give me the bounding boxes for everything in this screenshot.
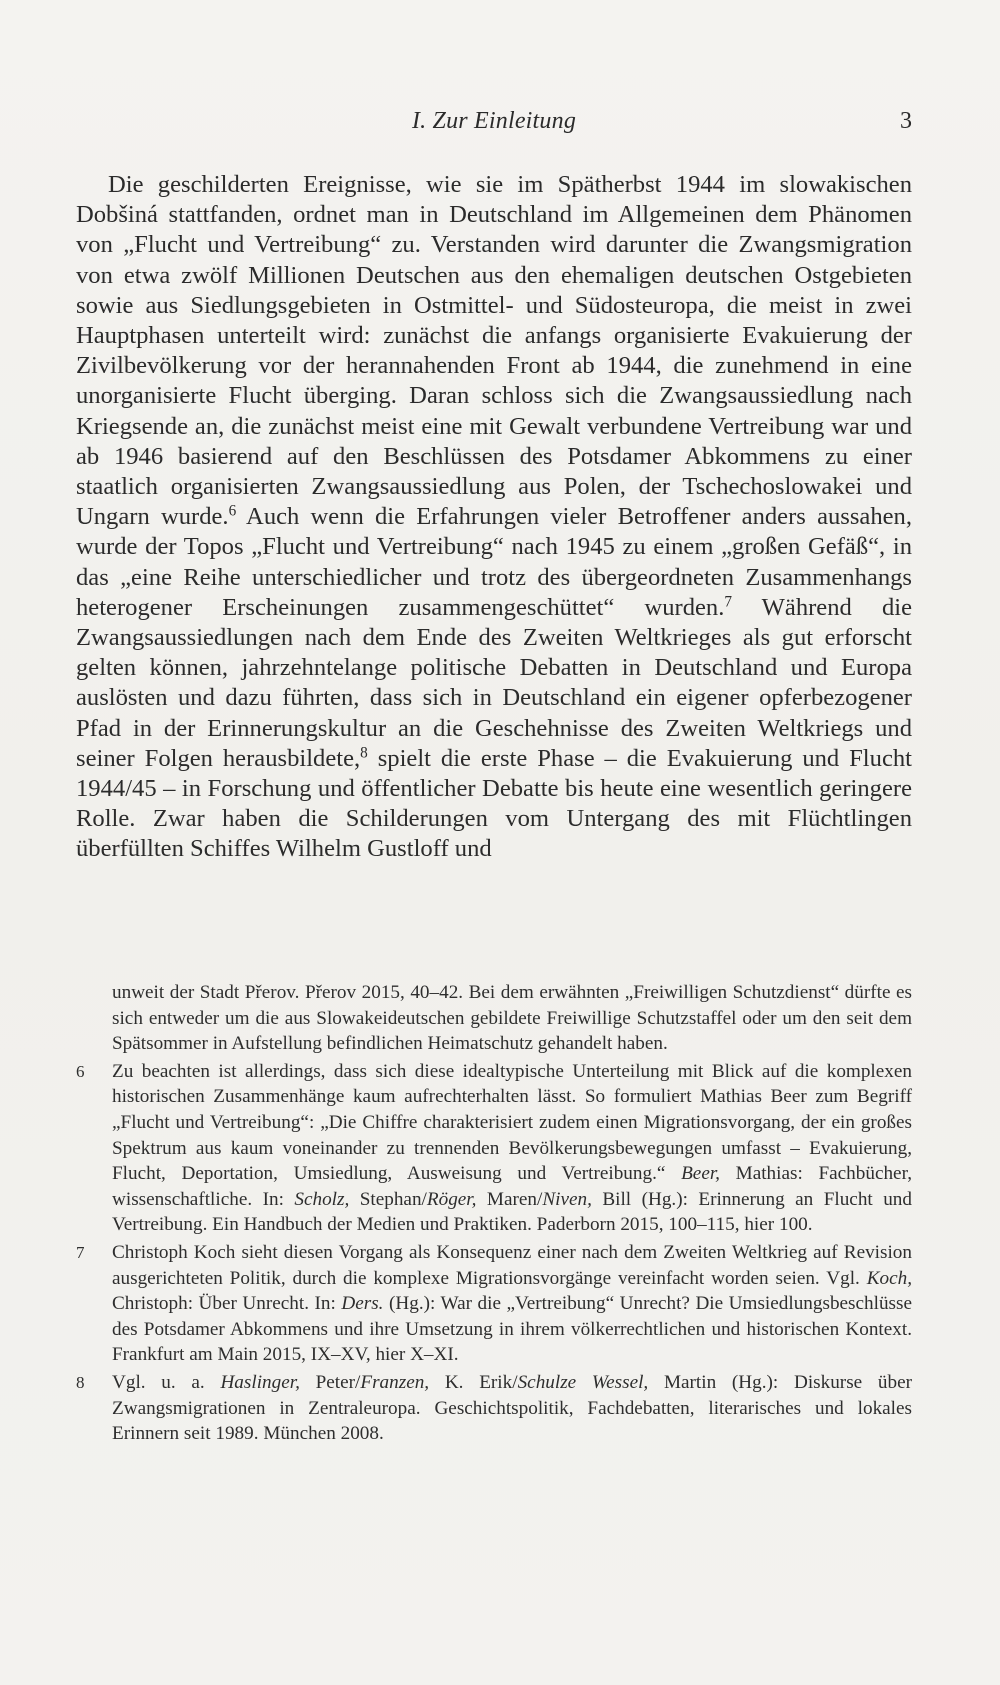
footnote-number: 6 bbox=[76, 1061, 85, 1081]
footnote-text: Martin (Hg.): Diskurse über Zwangsmigrationen in Zentraleuropa. Geschichtspolitik, Fachdebatten, literarisches und lokales Erinnern seit 1989. München 2008. bbox=[112, 1371, 912, 1445]
footnote-ref-8: 8 bbox=[360, 744, 368, 762]
page-number: 3 bbox=[900, 108, 912, 134]
body-paragraph bbox=[76, 170, 912, 865]
author-name: Haslinger, bbox=[220, 1371, 300, 1393]
footnote-number: 8 bbox=[76, 1372, 85, 1392]
author-name: Beer, bbox=[681, 1163, 720, 1185]
footnote-6 bbox=[76, 1059, 912, 1238]
footnote-ref-6: 6 bbox=[228, 502, 237, 520]
footnote-text: Stephan/ bbox=[349, 1188, 427, 1210]
body-text-segment: Die geschilderten Ereignisse, wie sie im Spätherbst 1944 im slowakischen Dobšiná stattfanden, ordnet man in Deutschland im Allgemeinen dem Phänomen von „Flucht und Vertreibung“ zu. Verstanden wird darunter die Zwangsmigration von etwa zwölf Millionen Deutschen aus den ehemaligen deutschen Ostgebieten sowie aus Siedlungsgebieten in Ostmittel- und Südosteuropa, die meist in zwei Hauptphasen unterteilt wird: zunächst die anfangs organisierte Evakuierung der Zivilbevölkerung vor der herannahenden Front ab 1944, die zunehmend in eine unorganisierte Flucht überging. Daran schloss sich die Zwangsaussiedlung nach Kriegsende an, die zunächst meist eine mit Gewalt verbundene Vertreibung war und ab 1946 basierend auf den Beschlüssen des Potsdamer Abkommens zu einer staatlich organisierten Zwangsaussiedlung aus Polen, der Tschechoslowakei und Ungarn wurde. bbox=[76, 171, 912, 531]
footnote-number: 7 bbox=[76, 1242, 85, 1262]
author-name: Ders. bbox=[341, 1293, 384, 1315]
footnote-text: Vgl. u. a. bbox=[112, 1371, 221, 1393]
body-text-segment: Auch wenn die Erfahrungen vieler Betroffener anders aussahen, wurde der Topos „Flucht und Vertreibung“ nach 1945 zu einem „großen Gefäß“, in das „eine Reihe unterschiedlicher und trotz des übergeordneten Zusammenhangs heterogener Erscheinungen zusammengeschüttet“ wurden. bbox=[76, 503, 912, 621]
running-title: I. Zur Einleitung bbox=[411, 108, 577, 134]
footnote-text: Maren/ bbox=[476, 1188, 543, 1210]
author-name: Koch, bbox=[866, 1267, 912, 1289]
page-header bbox=[76, 108, 912, 142]
footnote-text: Mathias: Fachbücher, wissenschaftliche. In: bbox=[112, 1163, 912, 1210]
footnote-8 bbox=[76, 1370, 912, 1447]
footnote-ref-7: 7 bbox=[724, 593, 732, 611]
author-name: Niven, bbox=[542, 1188, 592, 1210]
footnote-text: (Hg.): War die „Vertreibung“ Unrecht? Die Umsiedlungsbeschlüsse des Potsdamer Abkommens und ihre Umsetzung in ihrem völkerrechtlichen und historischen Kontext. Frankfurt am Main 2015, IX–XV, hier X–XI. bbox=[112, 1293, 913, 1366]
footnote-text: Christoph: Über Unrecht. In: bbox=[112, 1293, 342, 1315]
body-text-segment: Während die Zwangsaussiedlungen nach dem Ende des Zweiten Weltkrieges als gut erforscht gelten können, jahrzehntelange politische Debatten in Deutschland und Europa auslösten und dazu führten, dass sich in Deutschland ein eigener opferbezogener Pfad in der Erinnerungskultur an die Geschehnisse des Zweiten Weltkriegs und seiner Folgen herausbildete, bbox=[76, 593, 913, 772]
footnote-5-continued: unweit der Stadt Přerov. Přerov 2015, 40–42. Bei dem erwähnten „Freiwilligen Schutzdienst“ dürfte es sich entweder um die aus Slowakeideutschen gebildete Freiwillige Schutzstaffel oder um den seit dem Spätsommer in Aufstellung befindlichen Heimatschutz gehandelt haben. bbox=[112, 982, 912, 1055]
footnote-text: Bill (Hg.): Erinnerung an Flucht und Vertreibung. Ein Handbuch der Medien und Praktiken. Paderborn 2015, 100–115, hier 100. bbox=[112, 1188, 912, 1236]
footnote-text: Christoph Koch sieht diesen Vorgang als Konsequenz einer nach dem Zweiten Weltkrieg auf Revision ausgerichteten Politik, durch die komplexe Migrationsvorgänge vereinfacht worden seien. Vgl. bbox=[112, 1241, 912, 1289]
author-name: Scholz, bbox=[294, 1188, 350, 1210]
footnote-text: Peter/ bbox=[299, 1371, 361, 1393]
footnote-7 bbox=[76, 1240, 912, 1368]
footnote-text: Zu beachten ist allerdings, dass sich diese idealtypische Unterteilung mit Blick auf die komplexen historischen Zusammenhänge kaum aufrechterhalten lässt. So formuliert Mathias Beer zum Begriff „Flucht und Vertreibung“: „Die Chiffre charakterisiert zudem einen Migrationsvorgang, der ein großes Spektrum aus kaum voneinander zu trennenden Bevölkerungsbewegungen umfasst – Evakuierung, Flucht, Deportation, Umsiedlung, Ausweisung und Vertreibung.“ bbox=[112, 1060, 912, 1185]
footnote-text: K. Erik/ bbox=[429, 1371, 518, 1393]
author-name: Schulze Wessel, bbox=[517, 1371, 649, 1393]
author-name: Franzen, bbox=[360, 1371, 430, 1393]
body-text-segment: spielt die erste Phase – die Evakuierung und Flucht 1944/45 – in Forschung und öffentlicher Debatte bis heute eine wesentlich geringere Rolle. Zwar haben die Schilderungen vom Untergang des mit Flüchtlingen überfüllten Schiffes Wilhelm Gustloff und bbox=[76, 744, 912, 863]
author-name: Röger, bbox=[426, 1188, 477, 1210]
footnotes-section bbox=[76, 980, 912, 1449]
